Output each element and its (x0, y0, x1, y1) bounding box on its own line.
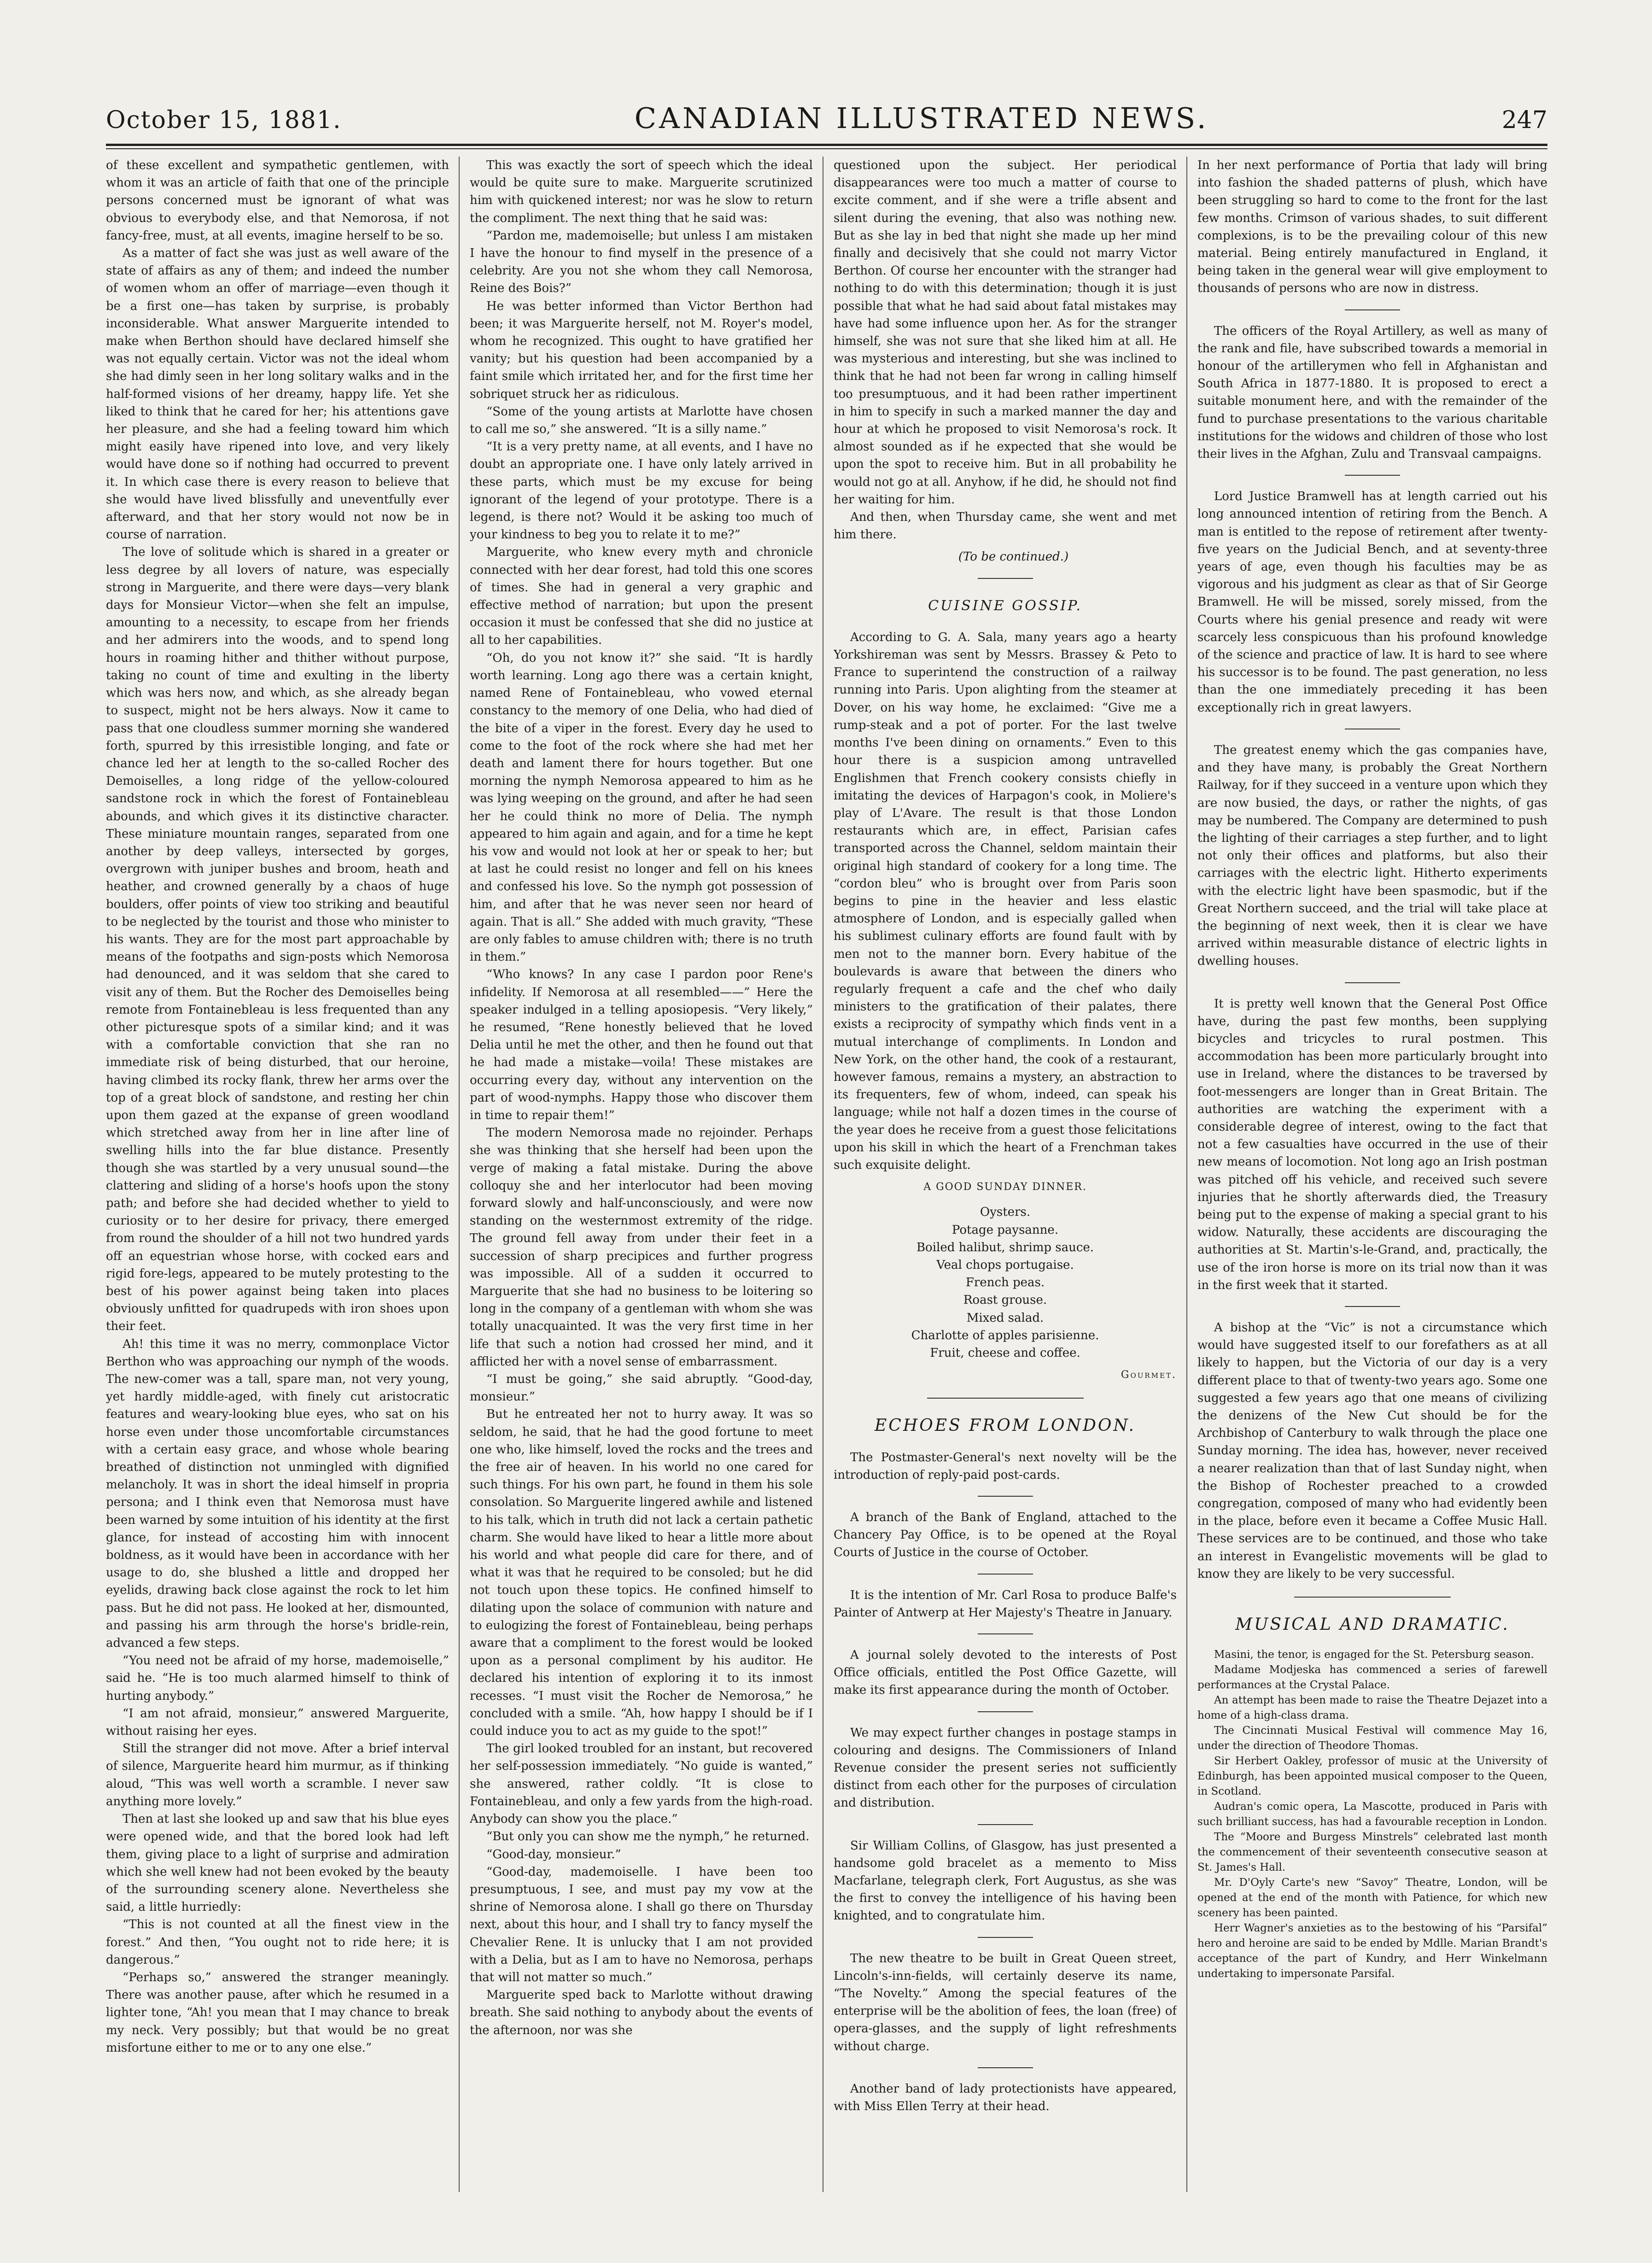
paragraph: As a matter of fact she was just as well aware of the state of affairs as any of them; and indeed the number of women whom an offer of marriage—even though it be a first one—has taken by surprise, is probably inconsiderable. What answer Marguerite intended to make when Berthon should have declared himself she was not equally certain. Victor was not the ideal whom she had dimly seen in her long solitary walks and in the half-formed visions of her dreamy, happy life. Yet she liked to think that he cared for her; his attentions gave her pleasure, and she had a feeling toward him which might easily have ripened into love, and very likely would have done so if nothing had occurred to prevent it. In which case there is every reason to believe that she would have lived blissfully and uneventfully ever afterward, and that her story would not now be in course of narration. (106, 246, 449, 542)
paragraph: “Oh, do you not know it?” she said. “It is hardly worth learning. Long ago there was a certain knight, named Rene of Fontainebleau, who vowed eternal constancy to the memory of one Delia, who had died of the bite of a viper in the forest. Every day he used to come to the foot of the rock where she had met her death and lament there for hours together. But one morning the nymph Nemorosa appeared to him as he was lying weeping on the ground, and after he had seen her he could think no more of Delia. The nymph appeared to him again and again, and for a time he kept his vow and would not look at her or speak to her; but at last he could resist no longer and fell on his knees and confessed his love. So the nymph got possession of him, and after that he was never seen nor heard of again. That is all.” She added with much gravity, “These are only fables to amuse children with; there is no truth in them.” (470, 651, 813, 964)
paragraph: “I am not afraid, monsieur,” answered Marguerite, without raising her eyes. (106, 1706, 449, 1738)
newspaper-title: CANADIAN ILLUSTRATED NEWS. (634, 101, 1209, 135)
paragraph: He was better informed than Victor Berthon had been; it was Marguerite herself, not M. Royer's model, whom he recognized. This ought to have gratified her vanity; but his question had been accompanied by a faint smile which irritated her, and for the first time her sobriquet struck her as ridiculous. (470, 299, 813, 401)
menu-item: French peas. (965, 1276, 1045, 1290)
paragraph: The “Moore and Burgess Minstrels” celebrated last month the commencement of their seventeenth consecutive season at St. James's Hall. (1197, 1831, 1547, 1874)
masthead-rule (106, 144, 1547, 146)
paragraph: Madame Modjeska has commenced a series of farewell performances at the Crystal Palace. (1197, 1664, 1547, 1691)
paragraph: Audran's comic opera, La Mascotte, produced in Paris with such brilliant success, has had a favourable reception in London. (1197, 1801, 1547, 1828)
column-divider (1186, 157, 1187, 2192)
section-rule (927, 1398, 1084, 1399)
issue-date: October 15, 1881. (106, 106, 342, 134)
to-be-continued: (To be continued.) (958, 550, 1069, 564)
paragraph: “Pardon me, mademoiselle; but unless I am mistaken I have the honour to find myself in the presence of a celebrity. Are you not she whom they call Nemorosa, Reine des Bois?” (470, 228, 813, 296)
paragraph: A bishop at the “Vic” is not a circumstance which would have suggested itself to our forefathers as at all likely to happen, but the Victoria of our day is a very different place to that of twenty-two years ago. Some one suggested a few years ago that one means of civilizing the denizens of the New Cut should be for the Archbishop of Canterbury to walk through the place one Sunday morning. The idea has, however, never received a nearer realization than that of last Sunday night, when the Bishop of Rochester preached to a crowded congregation, composed of many who had evidently been in the place, before even it became a Coffee Music Hall. These services are to be continued, and those who take an interest in Evangelistic movements will be glad to know they are likely to be very successful. (1197, 1320, 1547, 1581)
item-rule (1345, 982, 1400, 983)
paragraph: But he entreated her not to hurry away. It was so seldom, he said, that he had the good fortune to meet one who, like himself, loved the rocks and the trees and the free air of heaven. In his world no one cared for such things. For his own part, he found in them his sole consolation. So Marguerite lingered awhile and listened to his talk, which in truth did not lack a certain pathetic charm. She would have liked to hear a little more about his world and what people did care for there, and of what it was that he required to be consoled; but he did not touch upon these topics. He confined himself to dilating upon the solace of communion with nature and to eulogizing the forest of Fontainebleau, being perhaps aware that a compliment to the forest would be looked upon as a personal compliment by his auditor. He declared his intention of exploring it to its inmost recesses. “I must visit the Rocher de Nemorosa,” he concluded with a smile. “Ah, how happy I should be if I could induce you to act as my guide to the spot!” (470, 1407, 813, 1738)
paragraph: The greatest enemy which the gas companies have, and they have many, is probably the Great Northern Railway, for if they succeed in a venture upon which they are now busied, the days, or rather the nights, of gas may be numbered. The Company are determined to push the lighting of their carriages a step further, and to light not only their offices and platforms, but also their carriages with the electric light. Hitherto experiments with the electric light have been spasmodic, but if the Great Northern succeed, and the trial will take place at the beginning of next week, then it is clear we have arrived within measurable distance of electric lights in dwelling houses. (1197, 743, 1547, 968)
column-3 (834, 157, 1177, 2192)
paragraph: The new theatre to be built in Great Queen street, Lincoln's-inn-fields, will certainly deserve its name, “The Novelty.” Among the special features of the enterprise will be the abolition of fees, the loan (free) of opera-glasses, and the supply of light refreshments without charge. (834, 1951, 1177, 2053)
paragraph: Mr. D'Oyly Carte's new “Savoy” Theatre, London, will be opened at the end of the month with Patience, for which new scenery has been painted. (1197, 1877, 1547, 1919)
masthead-rule-thin (106, 148, 1547, 149)
menu-item: Potage paysanne. (952, 1223, 1059, 1237)
item-rule (978, 1711, 1033, 1712)
column-1 (106, 157, 449, 2192)
paragraph: The Postmaster-General's next novelty will be the introduction of reply-paid post-cards. (834, 1450, 1177, 1482)
paragraph: “Good-day, mademoiselle. I have been too presumptuous, I see, and must pay my vow at the shrine of Nemorosa alone. I shall go there on Thursday next, about this hour, and I shall try to fancy myself the Chevalier Rene. It is unlucky that I am not provided with a Delia, but as I am to have no Nemorosa, perhaps that will not matter so much.” (470, 1865, 813, 1984)
column-4 (1197, 157, 1547, 2192)
paragraph: “I must be going,” she said abruptly. “Good-day, monsieur.” (470, 1372, 813, 1404)
section-rule (1294, 1597, 1451, 1598)
paragraph: The love of solitude which is shared in a greater or less degree by all lovers of nature, was especially strong in Marguerite, and there were days—very blank days for Monsieur Victor—when she felt an impulse, amounting to a necessity, to escape from her friends and her admirers into the woods, and to spend long hours in roaming hither and thither without purpose, taking no count of time and exulting in the liberty which was hers now, and which, as she already began to suspect, might not be hers always. Now it came to pass that one cloudless summer morning she wandered forth, spurred by this irresistible longing, and fate or chance led her at length to the so-called Rocher des Demoiselles, a long ridge of the yellow-coloured sandstone rock in which the forest of Fontainebleau abounds, and which gives it its distinctive character. These miniature mountain ranges, separated from one another by deep valleys, intersected by gorges, overgrown with juniper bushes and broom, heath and heather, and crowned generally by a chaos of huge boulders, offer points of view too striking and beautiful to be neglected by the tourist and those who minister to his wants. They are for the most part approachable by means of the footpaths and sign-posts which Nemorosa had denounced, and it was seldom that she cared to visit any of them. But the Rocher des Demoiselles being remote from Fontainebleau is less frequented than any other picturesque spots of a similar kind; and it was with a comfortable conviction that she ran no immediate risk of being disturbed, that our heroine, having climbed its rocky flank, threw her arms over the top of a great block of sandstone, and resting her chin upon them gazed at the expanse of green woodland which stretched away from her in line after line of swelling hills into the far blue distance. Presently though she was startled by a very unusual sound—the clattering and sliding of a horse's hoofs upon the stony path; and before she had decided whether to yield to curiosity or to her desire for privacy, there emerged from round the shoulder of a hill not two hundred yards off an equestrian whose horse, with cocked ears and rigid fore-legs, appeared to be mutely protesting to the best of his power against being taken into places obviously unfitted for quadrupeds with iron shoes upon their feet. (106, 545, 449, 1334)
paragraph: Marguerite, who knew every myth and chronicle connected with her dear forest, had told this one scores of times. She had in general a very graphic and effective method of narration; but upon the present occasion it must be confessed that she did no justice at all to her capabilities. (470, 545, 813, 647)
paragraph: of these excellent and sympathetic gentlemen, with whom it was an article of faith that one of the principle persons concerned must be ignorant of what was obvious to everybody else, and that Nemorosa, if not fancy-free, must, at all events, imagine herself to be so. (106, 158, 449, 243)
cuisine-gossip-heading: CUISINE GOSSIP. (928, 597, 1082, 614)
menu-item: Boiled halibut, shrimp sauce. (916, 1240, 1094, 1254)
paragraph: Sir William Collins, of Glasgow, has just presented a handsome gold bracelet as a memento to Miss Macfarlane, telegraph clerk, Fort Augustus, as she was the first to convey the intelligence of his having been knighted, and to congratulate him. (834, 1838, 1177, 1923)
item-rule (978, 1633, 1033, 1634)
paragraph: Then at last she looked up and saw that his blue eyes were opened wide, and that the bored look had left them, giving place to a light of surprise and admiration which she well knew had not been evoked by the beauty of the surrounding scenery alone. Nevertheless she said, a little hurriedly: (106, 1812, 449, 1914)
item-rule (978, 1496, 1033, 1497)
item-rule (1345, 475, 1400, 476)
paragraph: We may expect further changes in postage stamps in colouring and designs. The Commissioners of Inland Revenue consider the present series not sufficiently distinct from each other for the purposes of circulation and distribution. (834, 1726, 1177, 1810)
paragraph: “This is not counted at all the finest view in the forest.” And then, “You ought not to ride here; it is dangerous.” (106, 1918, 449, 1967)
item-rule (978, 1574, 1033, 1575)
paragraph: According to G. A. Sala, many years ago a hearty Yorkshireman was sent by Messrs. Brassey & Peto to France to superintend the construction of a railway running into Paris. Upon alighting from the steamer at Dover, on his way home, he exclaimed: “Give me a rump-steak and a pot of porter. For the last twelve months I've been dining on ornaments.” Even to this hour there is a suspicion among untravelled Englishmen that French cookery consists chiefly in imitating the devices of Harpagon's cook, in Moliere's play of L'Avare. The result is that those London restaurants which are, in effect, Parisian cafes transported across the Channel, seldom maintain their original high standard of cookery for a long time. The “cordon bleu” who is brought over from Paris soon begins to pine in the heavier and less elastic atmosphere of London, and is especially galled when his sublimest culinary efforts are found fault with by men not to the manner born. Every habitue of the boulevards is aware that between the diners who regularly frequent a cafe and the chef who daily ministers to the gratification of their palates, there exists a reciprocity of sympathy which finds vent in a mutual interchange of compliments. In London and New York, on the other hand, the cook of a restaurant, however famous, remains a mystery, an abstraction to its frequenters, few of whom, indeed, can speak his language; while not half a dozen times in the course of the year does he receive from a guest those felicitations upon his skill in which the heart of a Frenchman takes such exquisite delight. (834, 630, 1177, 1172)
paragraph: The girl looked troubled for an instant, but recovered her self-possession immediately. “No guide is wanted,” she answered, rather coldly. “It is close to Fontainebleau, and only a few yards from the high-road. Anybody can show you the place.” (470, 1742, 813, 1826)
echoes-from-london-heading: ECHOES FROM LONDON. (875, 1416, 1136, 1435)
menu-item: Roast grouse. (963, 1293, 1047, 1307)
paragraph: This was exactly the sort of speech which the ideal would be quite sure to make. Marguerite scrutinized him with quickened interest; nor was he slow to return the compliment. The next thing that he said was: (470, 158, 813, 225)
paragraph: The modern Nemorosa made no rejoinder. Perhaps she was thinking that she herself had been upon the verge of making a fatal mistake. During the above colloquy she and her interlocutor had been moving forward slowly and half-unconsciously, and were now standing on the westernmost extremity of the ridge. The ground fell away from under their feet in a succession of sharp precipices and further progress was impossible. All of a sudden it occurred to Marguerite that she had no business to be loitering so long in the company of a gentleman with whom she was totally unacquainted. It was the very first time in her life that such a notion had crossed her mind, and it afflicted her with a novel sense of embarrassment. (470, 1126, 813, 1369)
columns (106, 157, 1547, 2192)
paragraph: The officers of the Royal Artillery, as well as many of the rank and file, have subscribed towards a memorial in honour of the artillerymen who fell in Afghanistan and South Africa in 1877-1880. It is proposed to erect a suitable monument here, and with the remainder of the fund to purchase presentations to the various charitable institutions for the widows and children of those who lost their lives in the Afghan, Zulu and Transvaal campaigns. (1197, 324, 1547, 461)
paragraph: Another band of lady protectionists have appeared, with Miss Ellen Terry at their head. (834, 2082, 1177, 2114)
paragraph: “Who knows? In any case I pardon poor Rene's infidelity. If Nemorosa at all resembled——” Here the speaker indulged in a telling aposiopesis. “Very likely,” he resumed, “Rene honestly believed that he loved Delia until he met the other, and then he found out that he had made a mistake—voila! These mistakes are occurring every day, without any intervention on the part of wood-nymphs. Happy those who discover them in time to repair them!” (470, 968, 813, 1122)
paragraph: Still the stranger did not move. After a brief interval of silence, Marguerite heard him murmur, as if thinking aloud, “This was well worth a scramble. I never saw anything more lovely.” (106, 1742, 449, 1808)
section-rule (978, 578, 1033, 579)
paragraph: Lord Justice Bramwell has at length carried out his long announced intention of retiring from the Bench. A man is entitled to the repose of retirement after twenty-five years on the Judicial Bench, and at seventy-three years of age, even though his faculties may be as vigorous and his judgment as clear as that of Sir George Bramwell. He will be missed, sorely missed, from the Courts where his genial presence and ready wit were scarcely less conspicuous than his profound knowledge of the science and practice of law. It is hard to see where his successor is to be found. The past generation, no less than the one immediately preceding it has been exceptionally rich in great lawyers. (1197, 490, 1547, 715)
menu-title: A GOOD SUNDAY DINNER. (923, 1181, 1087, 1193)
item-rule (1345, 1306, 1400, 1307)
paragraph: A branch of the Bank of England, attached to the Chancery Pay Office, is to be opened at the Royal Courts of Justice in the course of October. (834, 1511, 1177, 1560)
item-rule (978, 2067, 1033, 2068)
dinner-menu (834, 1178, 1177, 1362)
musical-and-dramatic-heading: MUSICAL AND DRAMATIC. (1235, 1615, 1510, 1634)
menu-item: Oysters. (980, 1205, 1031, 1219)
paragraph: “Good-day, monsieur.” (486, 1847, 621, 1861)
paragraph: “Some of the young artists at Marlotte have chosen to call me so,” she answered. “It is a silly name.” (470, 404, 813, 437)
paragraph: Marguerite sped back to Marlotte without drawing breath. She said nothing to anybody about the events of the afternoon, nor was she (470, 1988, 813, 2037)
paragraph: In her next performance of Portia that lady will bring into fashion the shaded patterns of plush, which have been struggling so hard to come to the front for the last few months. Crimson of various shades, to suit different complexions, is to be the prevailing colour of this new material. Being entirely manufactured in England, it being taken in the general wear will give employment to thousands of persons who are now in distress. (1197, 158, 1547, 296)
column-divider (459, 157, 460, 2192)
item-rule (978, 1937, 1033, 1938)
paragraph: The Cincinnati Musical Festival will commence May 16, under the direction of Theodore Thomas. (1197, 1725, 1547, 1752)
paragraph: “Perhaps so,” answered the stranger meaningly. There was another pause, after which he resumed in a lighter tone, “Ah! you mean that I may chance to break my neck. Very possibly; but that would be no great misfortune either to me or to any one else.” (106, 1970, 449, 2055)
paragraph: “It is a very pretty name, at all events, and I have no doubt an appropriate one. I have only lately arrived in these parts, which must be my excuse for being ignorant of the legend of your prototype. There is a legend, is there not? Would it be asking too much of your kindness to beg you to relate it to me?” (470, 440, 813, 542)
paragraph: A journal solely devoted to the interests of Post Office officials, entitled the Post Office Gazette, will make its first appearance during the month of October. (834, 1648, 1177, 1697)
paragraph: And then, when Thursday came, she went and met him there. (834, 510, 1177, 542)
menu-item: Fruit, cheese and coffee. (930, 1346, 1080, 1360)
item-rule (978, 1824, 1033, 1825)
paragraph: It is pretty well known that the General Post Office have, during the past few months, been supplying bicycles and tricycles to rural postmen. This accommodation has been more particularly brought into use in Ireland, where the distances to be traversed by foot-messengers are longer than in Great Britain. The authorities are watching the experiment with a considerable degree of interest, owing to the fact that not a few casualties have occurred in the use of their new means of locomotion. Not long ago an Irish postman was pitched off his vehicle, and received such severe injuries that he shortly afterwards died, the Treasury being put to the expense of making a special grant to his widow. Naturally, these accidents are discouraging the authorities at St. Martin's-le-Grand, and, practically, the use of the iron horse is more on its trial now than it was in the first week that it started. (1197, 997, 1547, 1292)
page-number: 247 (1501, 106, 1547, 134)
signature: Gourmet. (1121, 1369, 1177, 1381)
paragraph: Herr Wagner's anxieties as to the bestowing of his “Parsifal” hero and heroine are said to be ended by Mdlle. Marian Brandt's acceptance of the part of Kundry, and Herr Winkelmann undertaking to impersonate Parsifal. (1197, 1922, 1547, 1980)
column-2 (470, 157, 813, 2192)
paragraph: An attempt has been made to raise the Theatre Dejazet into a home of a high-class drama. (1197, 1694, 1547, 1722)
masthead (106, 101, 1547, 138)
menu-item: Veal chops portugaise. (936, 1258, 1074, 1272)
paragraph: Masini, the tenor, is engaged for the St. Petersburg season. (1214, 1649, 1534, 1661)
paragraph: Ah! this time it was no merry, commonplace Victor Berthon who was approaching our nymph of the woods. The new-comer was a tall, spare man, not very young, yet hardly middle-aged, with finely cut aristocratic features and weary-looking blue eyes, who sat on his horse even under those uncomfortable circumstances with a certain easy grace, and whose whole bearing breathed of distinction not unmingled with dignified melancholy. It was in short the ideal himself in propria persona; and I think even that Nemorosa must have been warned by some intuition of his identity at the first glance, for instead of accosting him with innocent boldness, as it would have been in accordance with her usage to do, she blushed a little and dropped her eyelids, drawing back close against the rock to let him pass. But he did not pass. He looked at her, dismounted, and passing his arm through the horse's bridle-rein, advanced a few steps. (106, 1337, 449, 1651)
paragraph: “But only you can show me the nymph,” he returned. (486, 1830, 810, 1844)
newspaper-page (106, 101, 1547, 2220)
item-rule (1345, 309, 1400, 310)
paragraph: questioned upon the subject. Her periodical disappearances were too much a matter of course to excite comment, and if she were a trifle absent and silent during the evening, that also was nothing new. But as she lay in bed that night she made up her mind finally and decisively that she could not marry Victor Berthon. Of course her encounter with the stranger had nothing to do with this determination; though it is just possible that what he had said about fatal mistakes may have had some influence upon her. As for the stranger himself, she was not sure that she liked him at all. He was mysterious and interesting, but she was inclined to think that he had not been far wrong in calling himself too presumptuous, and it had been rather impertinent in him to specify in such a marked manner the day and hour at which he proposed to visit Nemorosa's rock. It almost sounded as if he expected that she would be upon the spot to receive him. But in all probability he would not go at all. Anyhow, if he did, he should not find her waiting for him. (834, 158, 1177, 507)
paragraph: “You need not be afraid of my horse, mademoiselle,” said he. “He is too much alarmed himself to think of hurting anybody.” (106, 1654, 449, 1703)
paragraph: Sir Herbert Oakley, professor of music at the University of Edinburgh, has been appointed musical composer to the Queen, in Scotland. (1197, 1755, 1547, 1798)
menu-item: Charlotte of apples parisienne. (911, 1328, 1099, 1342)
paragraph: It is the intention of Mr. Carl Rosa to produce Balfe's Painter of Antwerp at Her Majesty's Theatre in January. (834, 1588, 1177, 1620)
menu-item: Mixed salad. (966, 1311, 1044, 1325)
